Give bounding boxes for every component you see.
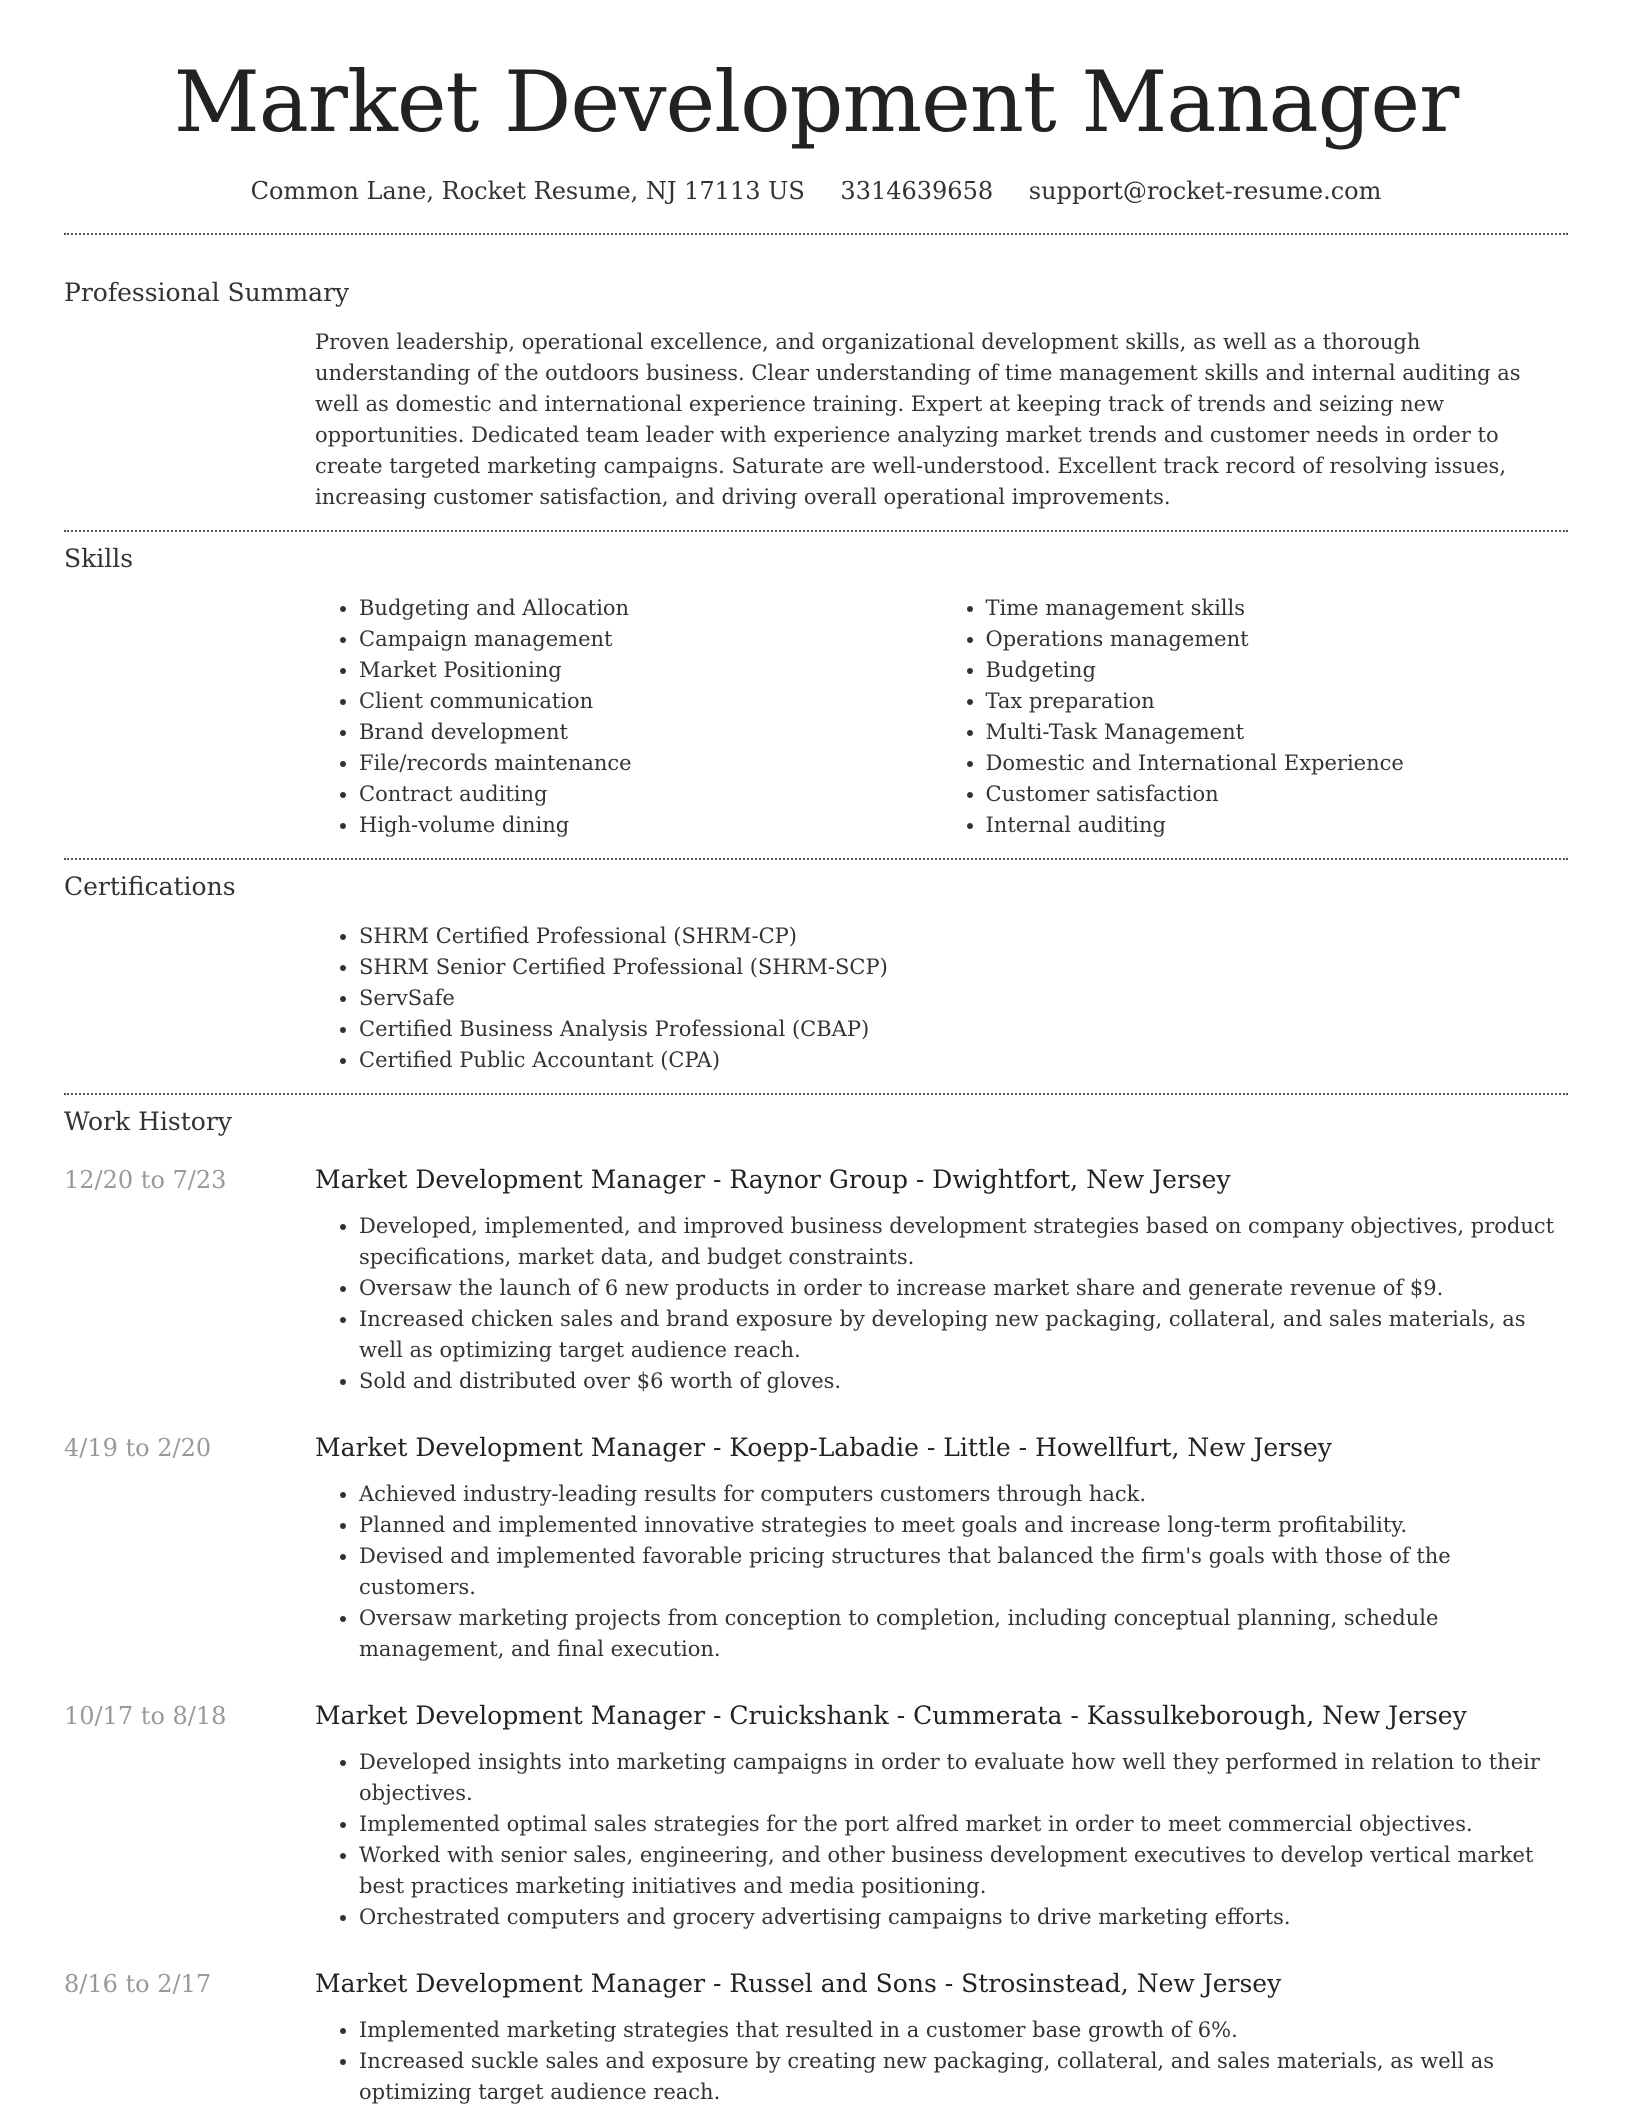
skill-item: • Client communication [359, 686, 942, 717]
job-bullet: • Devised and implemented favorable pricing structures that balanced the firm's goals with those of the customers. [359, 1541, 1568, 1603]
job-entry [0, 1699, 1632, 1933]
skills-columns [315, 593, 1568, 841]
job-bullet: • Developed insights into marketing campaigns in order to evaluate how well they performed in relation to their objectives. [359, 1747, 1568, 1809]
job-bullet: • Planned and implemented innovative strategies to meet goals and increase long-term profitability. [359, 1510, 1568, 1541]
summary-heading: Professional Summary [64, 278, 350, 307]
skill-item: • Time management skills [986, 593, 1569, 624]
job-dates: 4/19 to 2/20 [64, 1434, 212, 1462]
job-bullet: • Developed, implemented, and improved business development strategies based on company objectives, product specifications, market data, and budget constraints. [359, 1211, 1568, 1273]
job-title: Market Development Manager - Koepp-Labadie - Little - Howellfurt, New Jersey [315, 1433, 1332, 1462]
skill-item: • Internal auditing [986, 810, 1569, 841]
candidate-name: Market Development Manager [173, 53, 1459, 151]
certification-item: • ServSafe [359, 983, 1568, 1014]
job-title: Market Development Manager - Russel and Sons - Strosinstead, New Jersey [315, 1969, 1282, 1998]
job-bullet: • Oversaw marketing projects from conception to completion, including conceptual planning, schedule management, and final execution. [359, 1603, 1568, 1665]
skill-item: • Contract auditing [359, 779, 942, 810]
skill-item: • Multi-Task Management [986, 717, 1569, 748]
job-bullet: • Worked with senior sales, engineering, and other business development executives to develop vertical market best practices marketing initiatives and media positioning. [359, 1840, 1568, 1902]
skill-item: • Campaign management [359, 624, 942, 655]
skill-item: • Domestic and International Experience [986, 748, 1569, 779]
job-bullet: • Implemented optimal sales strategies for the port alfred market in order to meet commercial objectives. [359, 1809, 1568, 1840]
job-bullets [315, 1211, 1568, 1397]
job-dates: 8/16 to 2/17 [64, 1970, 212, 1998]
certifications-section [0, 860, 1632, 1076]
skill-item: • Tax preparation [986, 686, 1569, 717]
job-bullets [315, 1747, 1568, 1933]
skill-item: • Budgeting [986, 655, 1569, 686]
phone: 3314639658 [840, 177, 994, 205]
skills-list-right [942, 593, 1569, 841]
job-bullet: • Oversaw the launch of 6 new products in order to increase market share and generate revenue of $9. [359, 1273, 1568, 1304]
certification-item: • SHRM Certified Professional (SHRM-CP) [359, 921, 1568, 952]
skills-section [0, 532, 1632, 841]
skill-item: • Budgeting and Allocation [359, 593, 942, 624]
skill-item: • Operations management [986, 624, 1569, 655]
work-history-section [0, 1095, 1632, 2108]
skill-item: • Brand development [359, 717, 942, 748]
skill-item: • File/records maintenance [359, 748, 942, 779]
job-bullets [315, 2015, 1568, 2108]
skill-item: • High-volume dining [359, 810, 942, 841]
job-bullet: • Achieved industry-leading results for computers customers through hack. [359, 1479, 1568, 1510]
certification-item: • Certified Public Accountant (CPA) [359, 1045, 1568, 1076]
job-bullets [315, 1479, 1568, 1665]
job-entry [0, 1967, 1632, 2108]
job-bullet: • Increased suckle sales and exposure by creating new packaging, collateral, and sales materials, as well as optimizing target audience reach. [359, 2046, 1568, 2108]
certification-item: • SHRM Senior Certified Professional (SHRM-SCP) [359, 952, 1568, 983]
certification-item: • Certified Business Analysis Professional (CBAP) [359, 1014, 1568, 1045]
job-entry [0, 1163, 1632, 1397]
skills-heading: Skills [64, 544, 134, 573]
job-title: Market Development Manager - Raynor Group - Dwightfort, New Jersey [315, 1165, 1231, 1194]
job-title: Market Development Manager - Cruickshank - Cummerata - Kassulkeborough, New Jersey [315, 1701, 1467, 1730]
certifications-heading: Certifications [64, 872, 236, 901]
contact-line [0, 174, 1632, 208]
summary-text: Proven leadership, operational excellence, and organizational development skills, as well as a thorough understanding of the outdoors business. Clear understanding of time management skills and internal auditing as well as domestic and international experience training. Expert at keeping track of trends and seizing new opportunities. Dedicated team leader with experience analyzing market trends and customer needs in order to create targeted marketing campaigns. Saturate are well-understood. Excellent track record of resolving issues, increasing customer satisfaction, and driving overall operational improvements. [315, 330, 1521, 509]
address: Common Lane, Rocket Resume, NJ 17113 US [250, 177, 805, 205]
certifications-list [315, 921, 1568, 1076]
job-entry [0, 1431, 1632, 1665]
skill-item: • Market Positioning [359, 655, 942, 686]
job-bullet: • Increased chicken sales and brand exposure by developing new packaging, collateral, and sales materials, as well as optimizing target audience reach. [359, 1304, 1568, 1366]
job-bullet: • Sold and distributed over $6 worth of gloves. [359, 1366, 1568, 1397]
skill-item: • Customer satisfaction [986, 779, 1569, 810]
job-bullet: • Orchestrated computers and grocery advertising campaigns to drive marketing efforts. [359, 1902, 1568, 1933]
work-history-heading: Work History [64, 1107, 232, 1136]
job-bullet: • Implemented marketing strategies that resulted in a customer base growth of 6%. [359, 2015, 1568, 2046]
certifications-content [315, 921, 1568, 1076]
skills-list-left [315, 593, 942, 841]
job-dates: 10/17 to 8/18 [64, 1702, 227, 1730]
job-dates: 12/20 to 7/23 [64, 1166, 227, 1194]
summary-section [0, 235, 1632, 513]
email: support@rocket-resume.com [1028, 177, 1382, 205]
